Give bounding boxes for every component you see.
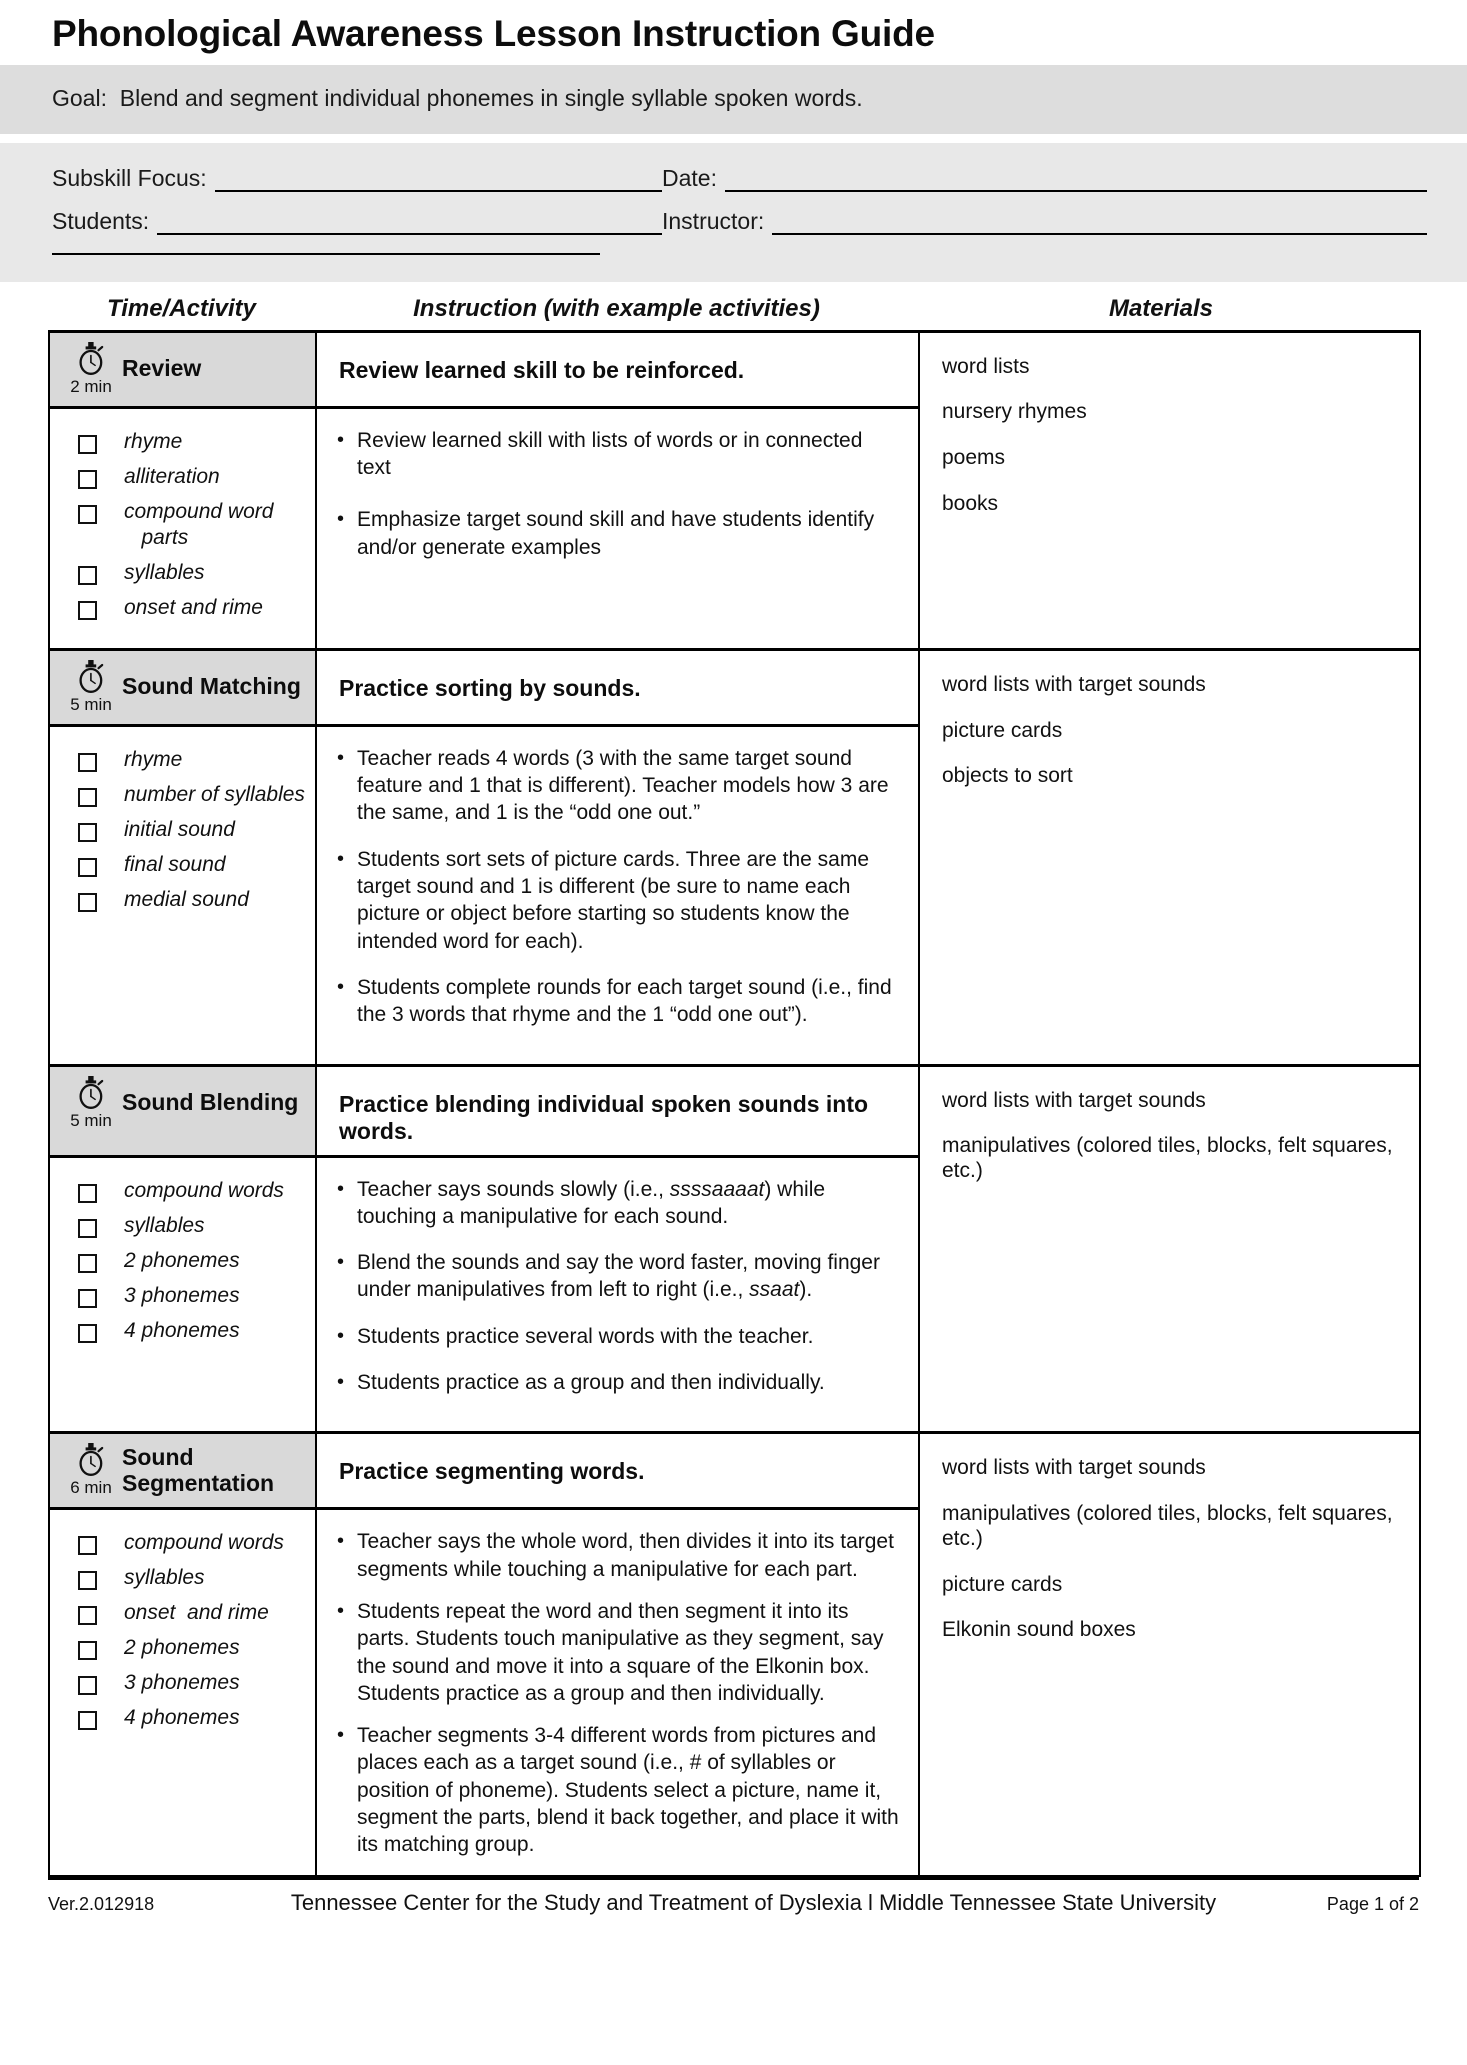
stopwatch-group xyxy=(64,660,118,715)
bullet-text: Emphasize target sound skill and have students identify and/or generate examples xyxy=(357,508,875,559)
instruction-bullet xyxy=(337,1528,902,1583)
bullet-text: Students repeat the word and then segment it into its parts. Students touch manipulative as they segment, say the sound and move it into a square of the Elkonin box. Students practice as a group and then individually. xyxy=(357,1599,884,1705)
goal-text: Goal: Blend and segment individual phonemes in single syllable spoken words. xyxy=(52,84,863,111)
lesson-table-body xyxy=(49,331,1420,1875)
instruction-heading: Practice sorting by sounds. xyxy=(339,674,641,701)
col-header-time-activity: Time/Activity xyxy=(107,294,256,322)
subskill-checklist-cell xyxy=(49,407,316,649)
date-input[interactable] xyxy=(725,170,1427,192)
checklist-item[interactable] xyxy=(78,1283,307,1309)
checklist-label: 2 phonemes xyxy=(124,1248,240,1272)
checkbox[interactable] xyxy=(78,470,97,489)
instruction-bullet xyxy=(337,1598,902,1707)
date-field[interactable] xyxy=(662,165,1427,192)
bullet-text: Teacher says sounds slowly (i.e., ssssaaaat) while touching a manipulative for each sound. xyxy=(357,1177,826,1228)
activity-header-cell xyxy=(49,1433,316,1509)
checklist-label: compound word parts xyxy=(124,499,274,549)
checkbox[interactable] xyxy=(78,1254,97,1273)
instruction-heading-cell xyxy=(316,331,919,407)
checklist-label: syllables xyxy=(124,560,205,584)
material-item: picture cards xyxy=(942,718,1063,742)
checklist-label: syllables xyxy=(124,1566,205,1590)
lesson-table xyxy=(48,330,1421,1877)
instruction-bullet xyxy=(337,974,902,1029)
info-band xyxy=(0,143,1467,282)
materials-cell xyxy=(919,1433,1420,1876)
instruction-bullets-cell xyxy=(316,407,919,649)
checkbox[interactable] xyxy=(78,1184,97,1203)
section-header-row xyxy=(49,331,1420,407)
checkbox[interactable] xyxy=(78,788,97,807)
bullet-dot: • xyxy=(337,1371,345,1394)
instruction-bullet xyxy=(337,1722,902,1858)
col-header-instruction: Instruction (with example activities) xyxy=(413,294,820,322)
info-row-2 xyxy=(52,208,1427,235)
activity-name: Review xyxy=(122,354,202,381)
material-item: objects to sort xyxy=(942,764,1073,788)
stopwatch-group xyxy=(64,342,118,397)
checkbox[interactable] xyxy=(78,823,97,842)
bullet-dot: • xyxy=(337,1177,345,1200)
instruction-bullet xyxy=(337,745,902,827)
section-header-row xyxy=(49,1065,1420,1156)
activity-duration: 5 min xyxy=(70,1110,112,1130)
instruction-heading: Practice segmenting words. xyxy=(339,1458,645,1485)
subskill-checklist-cell xyxy=(49,1156,316,1433)
materials-cell xyxy=(919,649,1420,1065)
bullet-dot: • xyxy=(337,1599,345,1622)
page-title: Phonological Awareness Lesson Instruction Guide xyxy=(52,13,935,54)
checkbox[interactable] xyxy=(78,566,97,585)
instruction-bullet xyxy=(337,1323,902,1350)
checklist-item[interactable] xyxy=(78,429,307,455)
bullet-dot: • xyxy=(337,1724,345,1747)
instruction-bullet xyxy=(337,846,902,955)
instruction-bullet xyxy=(337,1176,902,1231)
material-item: word lists xyxy=(942,354,1030,378)
instruction-bullet xyxy=(337,1369,902,1396)
material-item: poems xyxy=(942,446,1006,470)
stopwatch-icon xyxy=(76,1076,106,1110)
checklist-item[interactable] xyxy=(78,1635,307,1661)
subskill-focus-label: Subskill Focus: xyxy=(52,164,207,191)
subskill-checklist-cell xyxy=(49,725,316,1065)
checklist-label: compound words xyxy=(124,1531,284,1555)
students-label: Students: xyxy=(52,207,150,234)
instructor-label: Instructor: xyxy=(662,207,765,234)
checklist-label: 3 phonemes xyxy=(124,1671,240,1695)
material-item: manipulatives (colored tiles, blocks, felt squares, etc.) xyxy=(942,1502,1393,1550)
stopwatch-icon xyxy=(76,342,106,376)
instruction-heading-cell xyxy=(316,1065,919,1156)
activity-name: Sound Matching xyxy=(122,672,301,699)
instruction-heading-cell xyxy=(316,649,919,725)
checklist-label: 3 phonemes xyxy=(124,1283,240,1307)
checklist-item[interactable] xyxy=(78,852,307,878)
checkbox[interactable] xyxy=(78,893,97,912)
activity-header-cell xyxy=(49,1065,316,1156)
checklist-item[interactable] xyxy=(78,1318,307,1344)
checkbox[interactable] xyxy=(78,1641,97,1660)
section-header-row xyxy=(49,1433,1420,1509)
checklist-label: initial sound xyxy=(124,817,235,841)
checklist-label: final sound xyxy=(124,852,226,876)
table-column-headers xyxy=(48,282,1419,330)
material-item: picture cards xyxy=(942,1572,1063,1596)
bullet-dot: • xyxy=(337,1324,345,1347)
materials-cell xyxy=(919,1065,1420,1433)
subskill-checklist-cell xyxy=(49,1509,316,1876)
checklist-label: medial sound xyxy=(124,888,249,911)
checklist-label: compound words xyxy=(124,1178,284,1202)
checkbox[interactable] xyxy=(78,505,97,524)
info-row-3 xyxy=(52,251,1427,255)
bullet-text: Students complete rounds for each target sound (i.e., find the 3 words that rhyme and the 1 “odd one out”). xyxy=(357,975,892,1027)
bullet-dot: • xyxy=(337,975,345,998)
checklist-label: 4 phonemes xyxy=(124,1706,240,1730)
material-item: word lists with target sounds xyxy=(942,672,1206,696)
activity-duration: 6 min xyxy=(70,1478,112,1498)
checklist-item[interactable] xyxy=(78,1178,307,1204)
checkbox[interactable] xyxy=(78,858,97,877)
instruction-heading: Practice blending individual spoken sounds into words. xyxy=(339,1090,869,1144)
checklist-label: number of syllables xyxy=(124,782,305,806)
instruction-heading: Review learned skill to be reinforced. xyxy=(339,356,745,383)
footer-organization: Tennessee Center for the Study and Treatment of Dyslexia l Middle Tennessee State University xyxy=(290,1889,1217,1915)
checklist-label: 4 phonemes xyxy=(124,1318,240,1342)
activity-header-cell xyxy=(49,649,316,725)
stopwatch-icon xyxy=(76,1443,106,1477)
bullet-text: Review learned skill with lists of words or in connected text xyxy=(357,428,863,479)
bullet-dot: • xyxy=(337,1251,345,1274)
checklist-item[interactable] xyxy=(78,499,307,551)
students-overflow-wrap xyxy=(52,251,662,255)
checkbox[interactable] xyxy=(78,1606,97,1625)
instruction-bullets-cell xyxy=(316,1156,919,1433)
title-bar xyxy=(0,0,1467,65)
stopwatch-icon xyxy=(76,660,106,694)
checkbox[interactable] xyxy=(78,1289,97,1308)
material-item: word lists with target sounds xyxy=(942,1088,1206,1112)
bullet-dot: • xyxy=(337,508,345,531)
checklist-item[interactable] xyxy=(78,817,307,843)
checklist-item[interactable] xyxy=(78,560,307,586)
bullet-dot: • xyxy=(337,1530,345,1553)
checklist-label: rhyme xyxy=(124,429,183,453)
checkbox[interactable] xyxy=(78,1324,97,1343)
activity-name: Sound Blending xyxy=(122,1088,299,1115)
materials-cell xyxy=(919,331,1420,649)
date-label: Date: xyxy=(662,164,717,191)
checklist-item[interactable] xyxy=(78,1705,307,1731)
instruction-bullets-cell xyxy=(316,1509,919,1876)
bullet-text: Students practice as a group and then individually. xyxy=(357,1371,825,1395)
activity-duration: 2 min xyxy=(70,376,112,396)
material-item: Elkonin sound boxes xyxy=(942,1618,1136,1642)
instructor-input[interactable] xyxy=(772,213,1427,235)
material-item: manipulatives (colored tiles, blocks, felt squares, etc.) xyxy=(942,1134,1393,1183)
subskill-focus-field[interactable] xyxy=(52,165,662,192)
bullet-dot: • xyxy=(337,847,345,870)
checklist-item[interactable] xyxy=(78,1530,307,1556)
checkbox[interactable] xyxy=(78,1676,97,1695)
col-header-materials: Materials xyxy=(1108,294,1214,322)
footer-page-number: Page 1 of 2 xyxy=(1326,1893,1419,1914)
students-field[interactable] xyxy=(52,208,662,235)
checklist-item[interactable] xyxy=(78,1248,307,1274)
activity-header-cell xyxy=(49,331,316,407)
info-row-1 xyxy=(52,165,1427,192)
stopwatch-group xyxy=(64,1076,118,1131)
bullet-text: Teacher says the whole word, then divides it into its target segments while touching a manipulative for each part. xyxy=(357,1530,894,1581)
bullet-text: Students sort sets of picture cards. Three are the same target sound and 1 is different (be sure to name each picture or object before starting so students know the intended word for each). xyxy=(357,847,870,953)
checklist-item[interactable] xyxy=(78,1565,307,1591)
stopwatch-group xyxy=(64,1443,118,1498)
material-item: books xyxy=(942,491,999,515)
checkbox[interactable] xyxy=(78,1571,97,1590)
checklist-item[interactable] xyxy=(78,782,307,808)
instruction-bullets-cell xyxy=(316,725,919,1065)
checklist-item[interactable] xyxy=(78,1600,307,1626)
checklist-item[interactable] xyxy=(78,1213,307,1239)
checklist-item[interactable] xyxy=(78,887,307,913)
checklist-item[interactable] xyxy=(78,747,307,773)
checklist-item[interactable] xyxy=(78,464,307,490)
checklist-label: onset and rime xyxy=(124,1601,269,1625)
checklist-label: rhyme xyxy=(124,747,183,771)
students-input[interactable] xyxy=(157,213,662,235)
checklist-label: 2 phonemes xyxy=(124,1636,240,1660)
checkbox[interactable] xyxy=(78,435,97,454)
instruction-bullet xyxy=(337,506,902,561)
instruction-bullet xyxy=(337,1249,902,1304)
bullet-text: Students practice several words with the teacher. xyxy=(357,1324,814,1348)
instruction-heading-cell xyxy=(316,1433,919,1509)
material-item: nursery rhymes xyxy=(942,400,1087,424)
checkbox[interactable] xyxy=(78,601,97,620)
activity-name: Sound Segmentation xyxy=(122,1444,275,1497)
checklist-label: alliteration xyxy=(124,464,220,488)
instructor-field[interactable] xyxy=(662,208,1427,235)
goal-band xyxy=(0,65,1467,134)
checklist-item[interactable] xyxy=(78,595,307,621)
students-input-line2[interactable] xyxy=(52,251,600,255)
footer-version: Ver.2.012918 xyxy=(48,1893,155,1914)
checkbox[interactable] xyxy=(78,1536,97,1555)
material-item: word lists with target sounds xyxy=(942,1456,1206,1480)
checklist-label: syllables xyxy=(124,1213,205,1237)
bullet-text: Blend the sounds and say the word faster, moving finger under manipulatives from left to right (i.e., ssaat). xyxy=(357,1251,880,1302)
bullet-dot: • xyxy=(337,746,345,769)
section-header-row xyxy=(49,649,1420,725)
checkbox[interactable] xyxy=(78,1711,97,1730)
bullet-dot: • xyxy=(337,428,345,451)
checklist-label: onset and rime xyxy=(124,595,263,619)
subskill-focus-input[interactable] xyxy=(215,170,662,192)
page-footer xyxy=(48,1880,1419,1916)
checklist-item[interactable] xyxy=(78,1670,307,1696)
checkbox[interactable] xyxy=(78,753,97,772)
activity-duration: 5 min xyxy=(70,694,112,714)
bullet-text: Teacher segments 3-4 different words from pictures and places each as a target sound (i.e., # of syllables or position of phoneme). Students select a picture, name it, segment the parts, blend it back together, and place it with its matching group. xyxy=(357,1724,899,1857)
bullet-text: Teacher reads 4 words (3 with the same target sound feature and 1 that is different). Teacher models how 3 are the same, and 1 is the “odd one out.” xyxy=(357,746,889,825)
checkbox[interactable] xyxy=(78,1219,97,1238)
instruction-bullet xyxy=(337,427,902,482)
